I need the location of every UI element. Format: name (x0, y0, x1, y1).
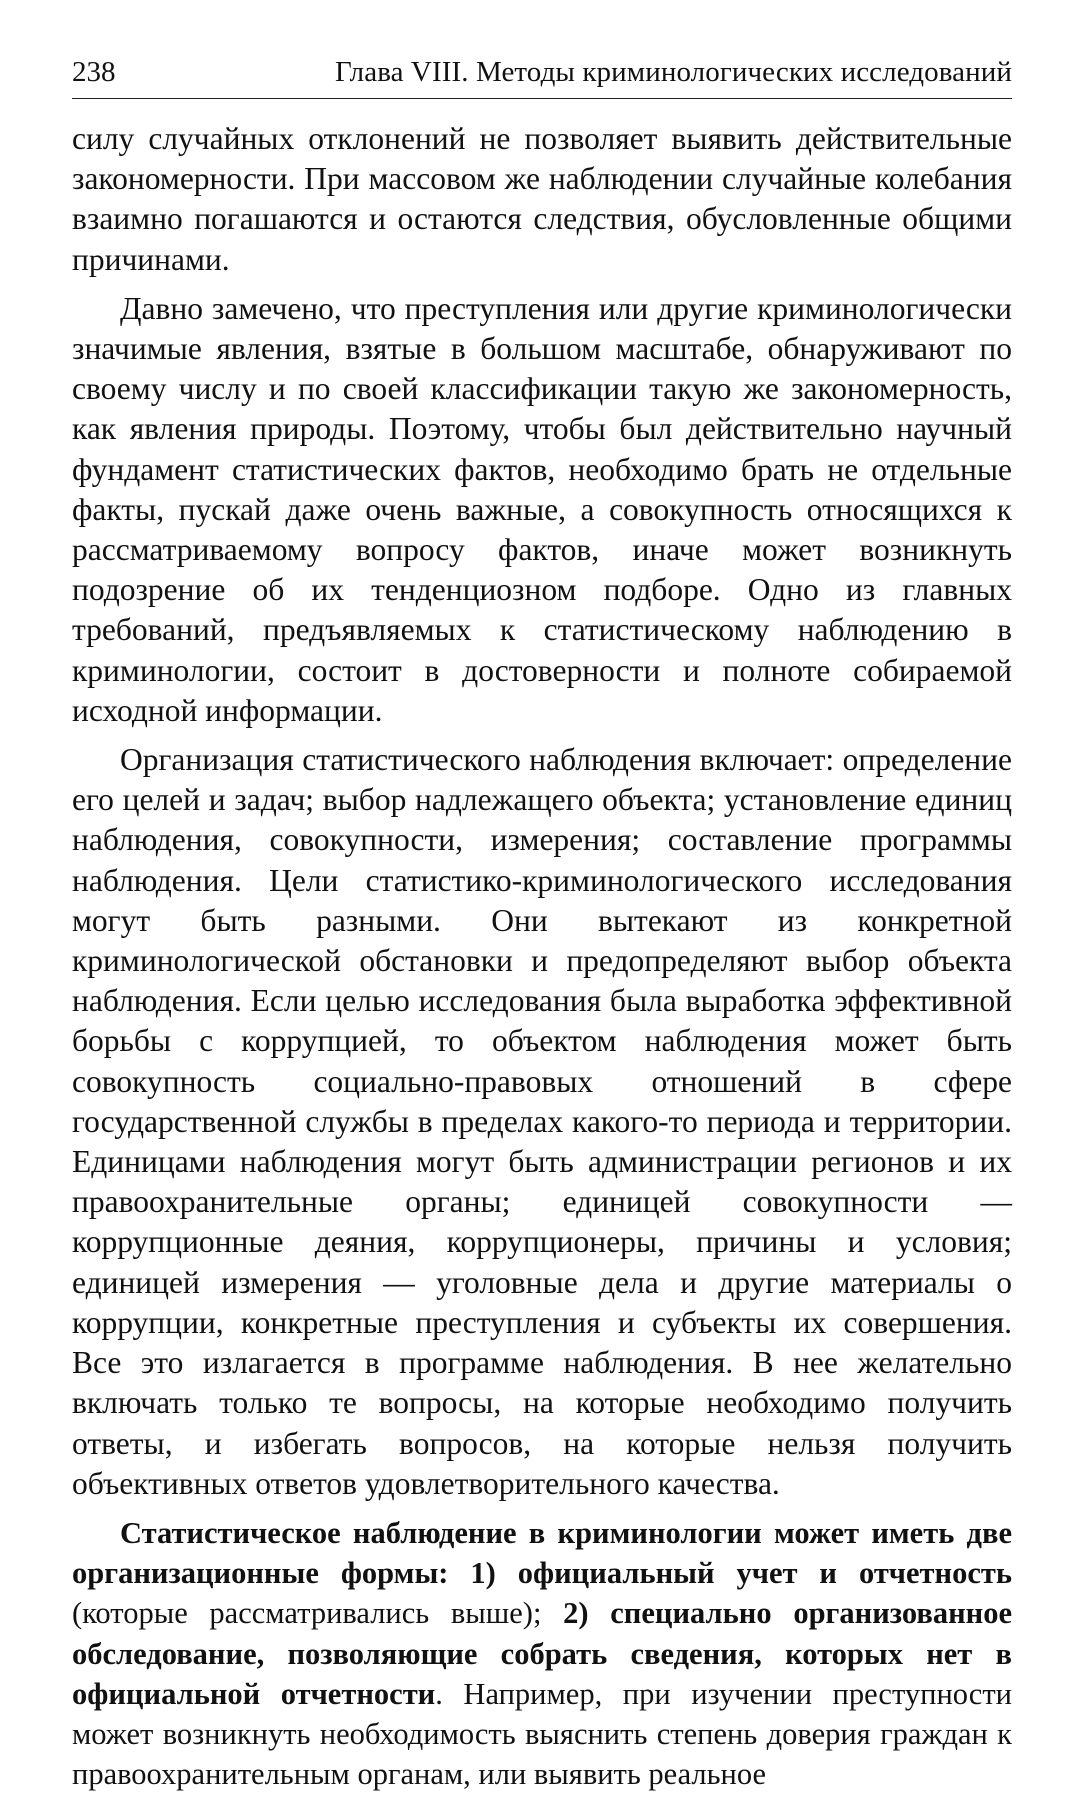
paragraph-continuation: силу случайных отклонений не позволяет выявить действительные закономерности. При массовом же наблюдении случайные колебания взаимно погашаются и остаются следствия, обусловленные общими причинами. (72, 121, 1012, 277)
body-text (72, 119, 1012, 1794)
chapter-title: Глава VIII. Методы криминологических исследований (334, 56, 1012, 88)
paragraph-forms (72, 1513, 1012, 1794)
forms-plain-text-1: (которые рассматривались выше); (72, 1596, 564, 1631)
paragraph-regularity: Давно замечено, что преступления или другие криминологически значимые явления, взятые в большом масштабе, обнаруживают по своему числу и по своей классификации такую же закономерность, как явления природы. Поэтому, чтобы был действительно научный фундамент статистических фактов, необходимо брать не отдельные факты, пускай даже очень важные, а совокупность относящихся к рассматриваемому вопросу фактов, иначе может возникнуть подозрение об их тенденциозном подборе. Одно из главных требований, предъявляемых к статистическому наблюдению в криминологии, состоит в достоверности и полноте собираемой исходной информации. (72, 290, 1012, 728)
book-page (72, 52, 1012, 1794)
page-number: 238 (72, 56, 116, 88)
paragraph-organization: Организация статистического наблюдения включает: определение его целей и задач; выбор надлежащего объекта; установление единиц наблюдения, совокупности, измерения; составление программы наблюдения. Цели статистико-криминологического исследования могут быть разными. Они вытекают из конкретной криминологической обстановки и предопределяют выбор объекта наблюдения. Если целью исследования была выработка эффективной борьбы с коррупцией, то объектом наблюдения может быть совокупность социально-правовых отношений в сфере государственной службы в пределах какого-то периода и территории. Единицами наблюдения могут быть администрации регионов и их правоохранительные органы; единицей совокупности — коррупционные деяния, коррупционеры, причины и условия; единицей измерения — уголовные дела и другие материалы о коррупции, конкретные преступления и субъекты их совершения. Все это излагается в программе наблюдения. В нее желательно включать только те вопросы, на которые необходимо получить ответы, и избегать вопросов, на которые нельзя получить объективных ответов удовлетворительного качества. (72, 742, 1012, 1501)
forms-plain-text-2: . Например, при изучении преступности может возникнуть необходимость выяснить степень доверия граждан к правоохранительным органам, или выявить реальное (72, 1676, 1012, 1792)
forms-bold-text-1: Статистическое наблюдение в криминологии может иметь две организационные формы: 1) официальный учет и отчетность (72, 1515, 1012, 1591)
forms-bold-text-2: 2) специально организованное обследование, позволяющие собрать сведения, которых нет в официальной отчетности (72, 1596, 1012, 1711)
running-header (72, 52, 1012, 99)
